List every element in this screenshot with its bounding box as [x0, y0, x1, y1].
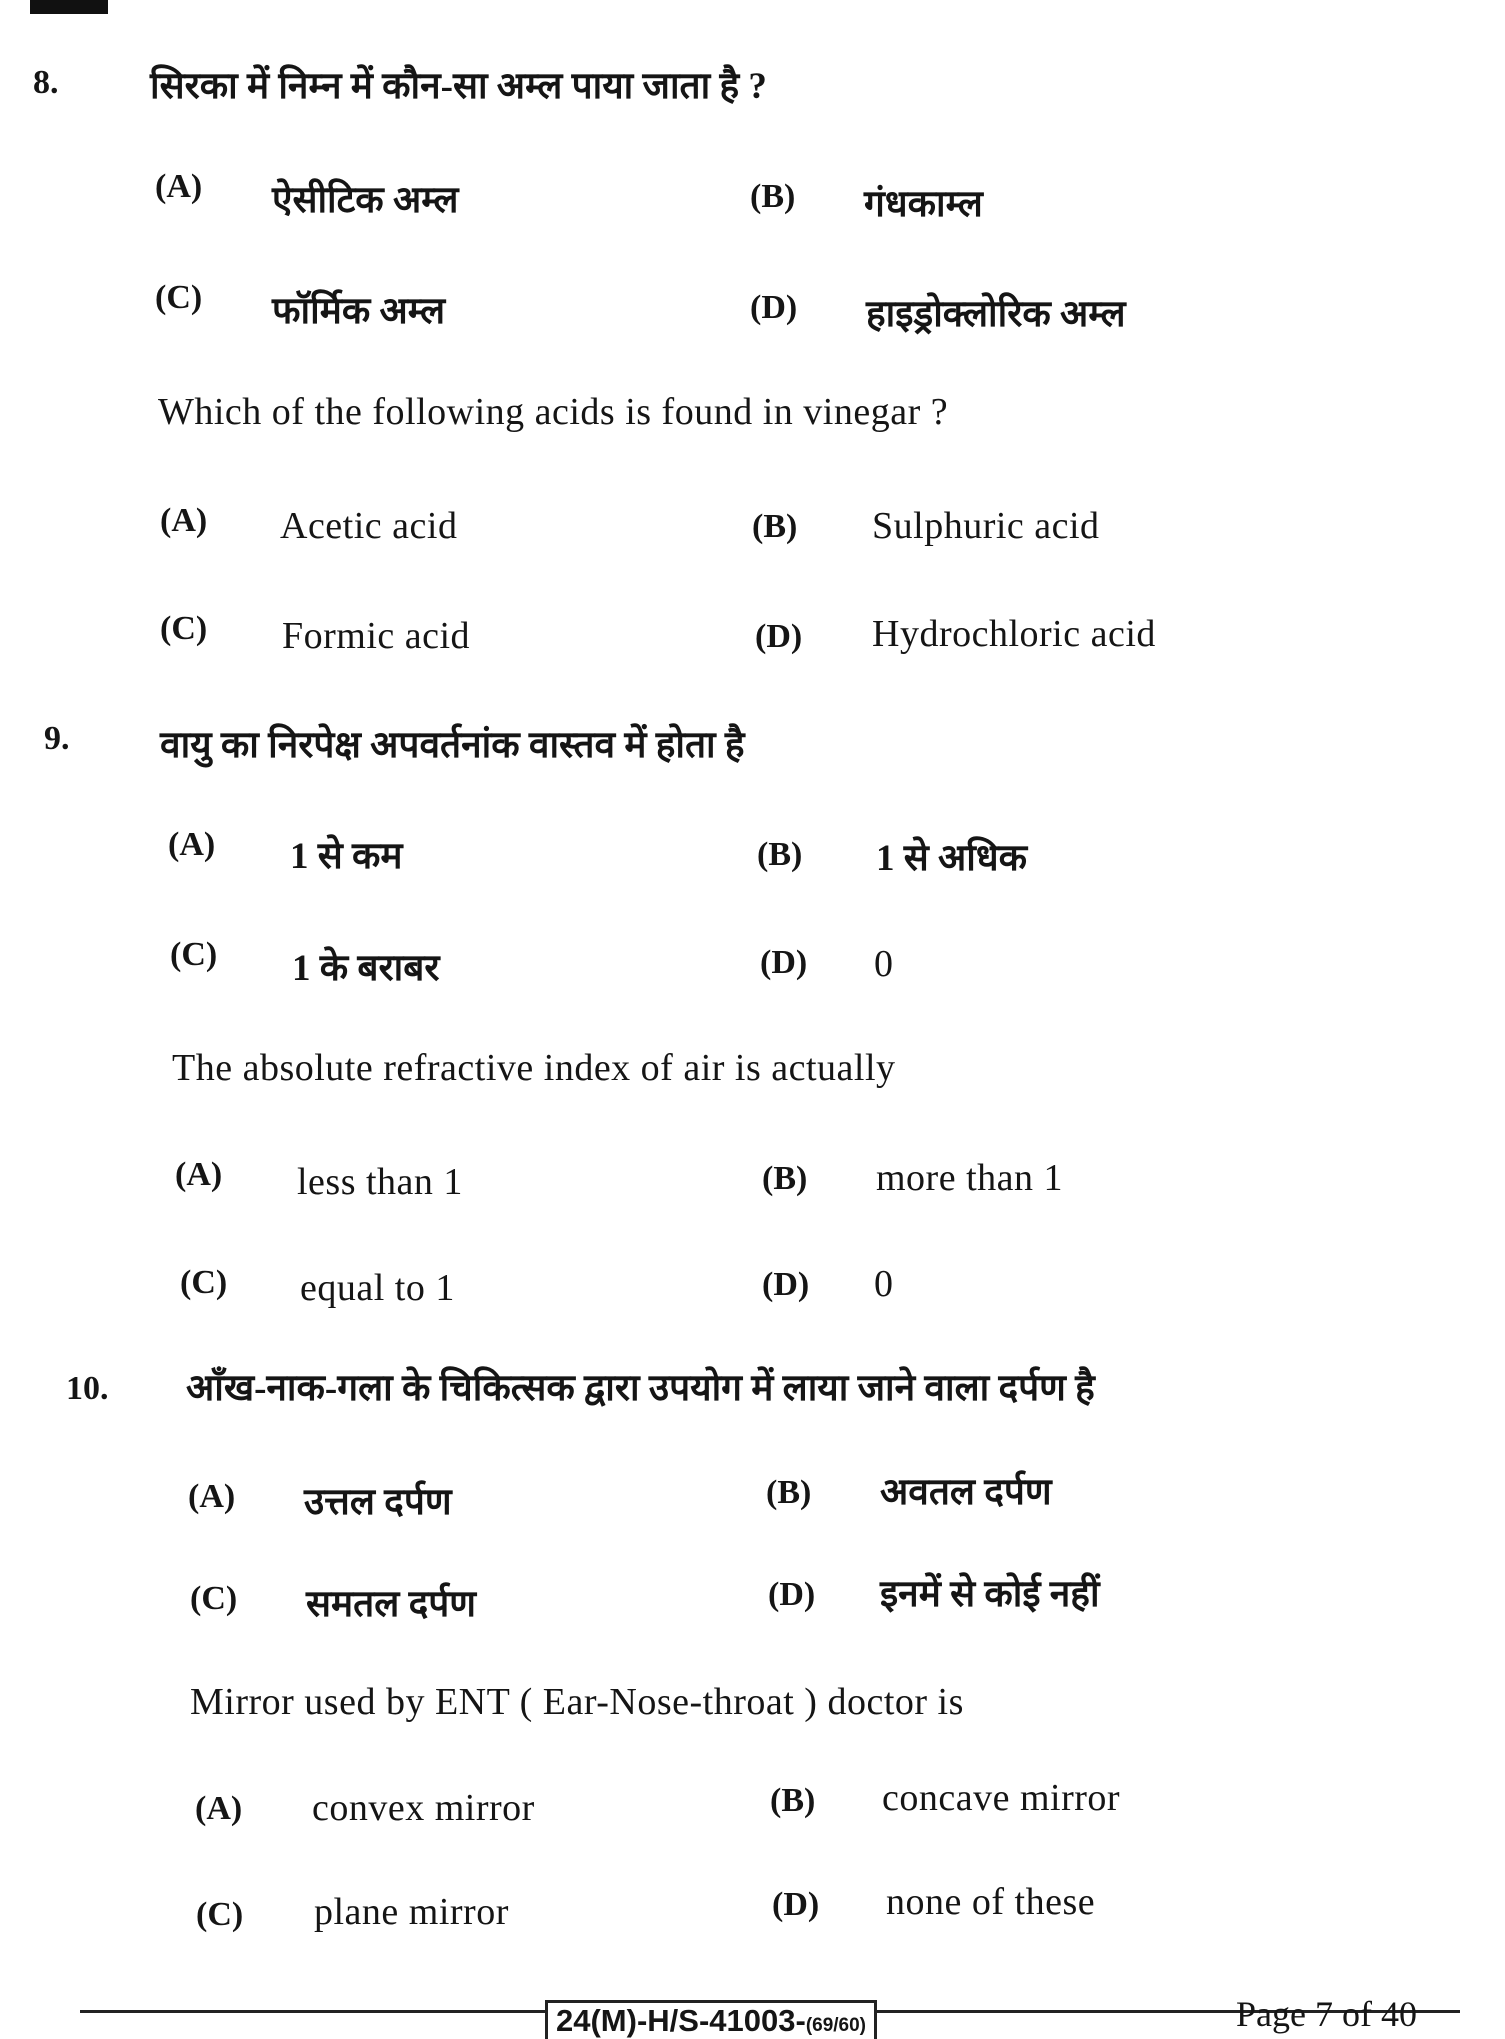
- option-letter: (B): [750, 178, 796, 215]
- option-letter: (C): [196, 1896, 244, 1933]
- option-letter: (A): [175, 1156, 223, 1193]
- paper-code-suffix: (69/60): [805, 2015, 867, 2036]
- option-text: none of these: [886, 1881, 1096, 1923]
- question-number: 10.: [66, 1370, 109, 1407]
- option-letter: (C): [190, 1580, 238, 1617]
- option-text: उत्तल दर्पण: [304, 1482, 452, 1523]
- option-text: Hydrochloric acid: [872, 613, 1156, 655]
- option-letter: (B): [770, 1782, 816, 1819]
- option-letter: (A): [195, 1790, 243, 1827]
- option-letter: (A): [168, 826, 216, 863]
- question-text-hindi: आँख-नाक-गला के चिकित्सक द्वारा उपयोग में लाया जाने वाला दर्पण है: [186, 1368, 1095, 1409]
- option-letter: (A): [155, 168, 203, 205]
- option-text: गंधकाम्ल: [864, 184, 983, 225]
- option-text: अवतल दर्पण: [880, 1472, 1052, 1513]
- question-text-english: The absolute refractive index of air is actually: [172, 1047, 896, 1089]
- option-letter: (D): [750, 289, 798, 326]
- paper-code-main: 24(M)-H/S-41003-: [556, 2003, 806, 2038]
- question-text-hindi: सिरका में निम्न में कौन-सा अम्ल पाया जाता है ?: [150, 66, 767, 107]
- option-text: 1 से कम: [290, 836, 403, 877]
- option-text: हाइड्रोक्लोरिक अम्ल: [866, 294, 1126, 335]
- option-text: 1 से अधिक: [876, 838, 1028, 879]
- question-text-english: Which of the following acids is found in vinegar ?: [158, 391, 949, 433]
- option-text: 0: [874, 943, 894, 985]
- paper-code: [545, 2000, 877, 2039]
- question-text-hindi: वायु का निरपेक्ष अपवर्तनांक वास्तव में होता है: [160, 725, 745, 766]
- option-letter: (B): [762, 1160, 808, 1197]
- option-letter: (A): [160, 502, 208, 539]
- option-text: equal to 1: [300, 1267, 455, 1309]
- option-letter: (D): [772, 1886, 820, 1923]
- question-number: 8.: [33, 64, 59, 101]
- option-letter: (A): [188, 1478, 236, 1515]
- option-text: convex mirror: [312, 1787, 535, 1829]
- option-letter: (C): [155, 279, 203, 316]
- option-text: समतल दर्पण: [306, 1584, 476, 1625]
- option-letter: (B): [752, 508, 798, 545]
- option-text: इनमें से कोई नहीं: [880, 1574, 1100, 1615]
- page-number: Page 7 of 40: [1236, 1994, 1417, 2034]
- option-text: Formic acid: [282, 615, 471, 657]
- option-letter: (C): [180, 1264, 228, 1301]
- option-text: more than 1: [876, 1157, 1064, 1199]
- option-letter: (C): [160, 610, 208, 647]
- option-text: less than 1: [297, 1161, 463, 1203]
- option-letter: (C): [170, 936, 218, 973]
- option-text: फॉर्मिक अम्ल: [272, 291, 446, 332]
- question-text-english: Mirror used by ENT ( Ear-Nose-throat ) doctor is: [190, 1681, 964, 1723]
- option-letter: (D): [760, 944, 808, 981]
- option-text: 1 के बराबर: [292, 948, 440, 989]
- option-letter: (D): [768, 1576, 816, 1613]
- option-letter: (B): [757, 836, 803, 873]
- option-letter: (B): [766, 1474, 812, 1511]
- option-letter: (D): [755, 618, 803, 655]
- option-letter: (D): [762, 1266, 810, 1303]
- question-number: 9.: [44, 720, 70, 757]
- option-text: ऐसीटिक अम्ल: [272, 180, 459, 221]
- option-text: Acetic acid: [280, 505, 458, 547]
- option-text: Sulphuric acid: [872, 505, 1100, 547]
- corner-mark: [30, 0, 108, 14]
- option-text: concave mirror: [882, 1777, 1121, 1819]
- option-text: plane mirror: [314, 1891, 509, 1933]
- option-text: 0: [874, 1263, 894, 1305]
